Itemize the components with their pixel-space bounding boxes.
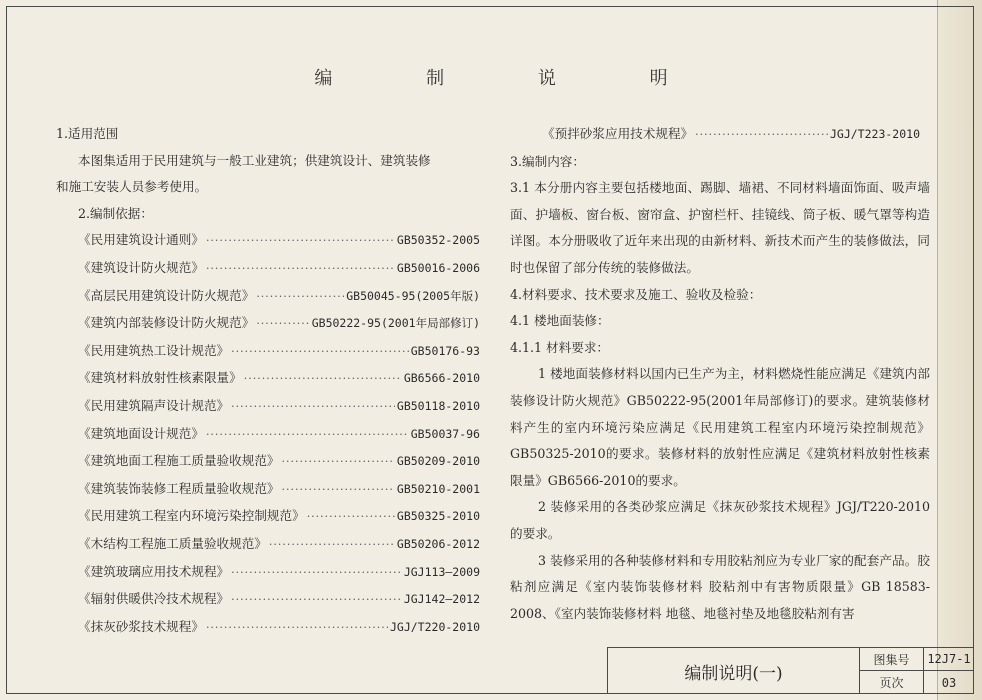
reference-name: 《建筑装饰装修工程质量验收规范》 [78,480,280,496]
reference-code: GB6566-2010 [403,371,480,386]
reference-name: 《建筑设计防火规范》 [78,259,204,275]
atlas-number-value: 12J7-1 [924,648,974,671]
leader-dots [206,256,395,283]
reference-code: GB50209-2010 [396,454,480,469]
reference-code: GB50210-2001 [396,481,480,496]
reference-item [50,365,480,393]
leader-dots [256,284,344,311]
reference-code: GB50016-2006 [396,260,480,275]
reference-name: 《辐射供暖供冷技术规程》 [78,591,230,607]
reference-name: 《建筑材料放射性核素限量》 [78,370,242,386]
section-4-1-1-heading: 4.1.1 材料要求： [510,339,610,355]
section-1-heading: 1.适用范围 [56,126,119,141]
reference-code: GB50352-2005 [396,233,480,248]
reference-item [50,559,480,587]
title-block-name: 编制说明(一) [608,648,860,694]
reference-item [50,503,480,531]
reference-name: 《木结构工程施工质量验收规范》 [78,535,267,551]
section-2-heading: 2.编制依据： [78,205,153,221]
reference-item [50,283,480,311]
reference-code: JGJ113—2009 [403,564,480,579]
section-1-text-line1: 本图集适用于民用建筑与一般工业建筑；供建筑设计、建筑装修 [78,152,431,168]
page-number-value: 03 [941,675,957,690]
section-4-1-heading: 4.1 楼地面装修： [510,313,610,329]
leader-dots [282,449,395,476]
title-block [607,647,974,694]
reference-name: 《建筑地面工程施工质量验收规范》 [78,453,280,469]
right-column [510,121,930,627]
reference-item-top [510,121,920,149]
reference-name: 《民用建筑工程室内环境污染控制规范》 [78,508,305,524]
reference-name: 《抹灰砂浆技术规程》 [78,618,204,634]
reference-code: GB50118-2010 [396,398,480,413]
reference-code: GB50206-2012 [396,536,480,551]
reference-item [50,421,480,449]
reference-code: JGJ/T223-2010 [829,127,920,141]
page-number-label: 页次 [860,671,924,694]
reference-name: 《建筑内部装修设计防火规范》 [78,315,255,331]
leader-dots [695,122,828,149]
leader-dots [282,477,395,504]
reference-item [50,393,480,421]
reference-code: GB50037-96 [410,426,480,441]
paragraph-3: 3 装修采用的各种装修材料和专用胶粘剂应为专业厂家的配套产品。胶粘剂应满足《室内装饰装修材料 胶粘剂中有害物质限量》GB 18583-2008、《室内装饰装修材料 地毯、地毯衬垫及地毯胶粘剂有害 [510,552,930,621]
leader-dots [231,560,402,587]
reference-name: 《建筑玻璃应用技术规程》 [78,563,230,579]
leader-dots [231,587,402,614]
atlas-number-label: 图集号 [860,648,924,671]
reference-code: GB50325-2010 [396,509,480,524]
reference-code: JGJ/T220-2010 [389,619,480,634]
section-3-heading: 3.编制内容： [510,153,585,169]
reference-item [50,586,480,614]
page-title: 编 制 说 明 [314,68,712,89]
leader-dots [206,615,388,642]
reference-name: 《民用建筑设计通则》 [78,232,204,248]
section-1-text-line2: 和施工安装人员参考使用。 [56,179,208,195]
section-3-1-text: 3.1 本分册内容主要包括楼地面、踢脚、墙裙、不同材料墙面饰面、吸声墙面、护墙板、窗台板、窗帘盒、护窗栏杆、挂镜线、筒子板、暖气罩等构造详图。本分册吸收了近年来出现的由新材料、新技术而产生的装修做法，同时也保留了部分传统的装修做法。 [510,180,930,275]
reference-item [50,448,480,476]
reference-code: GB50176-93 [410,343,480,358]
reference-list [50,227,480,641]
leader-dots [206,228,395,255]
leader-dots [244,366,402,393]
paragraph-1: 1 楼地面装修材料以国内已生产为主，材料燃烧性能应满足《建筑内部装修设计防火规范》GB50222-95(2001年局部修订)的要求。建筑装修材料产生的室内环境污染应满足《民用建筑工程室内环境污染控制规范》GB50325-2010的要求。装修材料的放射性应满足《建筑材料放射性核素限量》GB6566-2010的要求。 [510,366,930,488]
leader-dots [256,311,309,338]
leader-dots [269,532,395,559]
left-column [50,121,480,641]
paragraph-2: 2 装修采用的各类砂浆应满足《抹灰砂浆技术规程》JGJ/T220-2010的要求。 [510,499,930,541]
reference-name: 《高层民用建筑设计防火规范》 [78,287,255,303]
leader-dots [231,394,395,421]
reference-name: 《预拌砂浆应用技术规程》 [542,126,694,141]
leader-dots [307,504,395,531]
reference-item [50,255,480,283]
reference-item [50,227,480,255]
reference-item [50,476,480,504]
section-4-heading: 4.材料要求、技术要求及施工、验收及检验： [510,286,762,302]
reference-code: JGJ142—2012 [403,592,480,607]
reference-item [50,531,480,559]
leader-dots [231,339,409,366]
reference-name: 《民用建筑热工设计规范》 [78,342,230,358]
reference-item [50,310,480,338]
reference-code: GB50222-95(2001年局部修订) [311,316,480,331]
reference-item [50,614,480,642]
reference-item [50,338,480,366]
reference-name: 《建筑地面设计规范》 [78,425,204,441]
leader-dots [206,422,409,449]
reference-code: GB50045-95(2005年版) [346,288,480,303]
reference-name: 《民用建筑隔声设计规范》 [78,397,230,413]
